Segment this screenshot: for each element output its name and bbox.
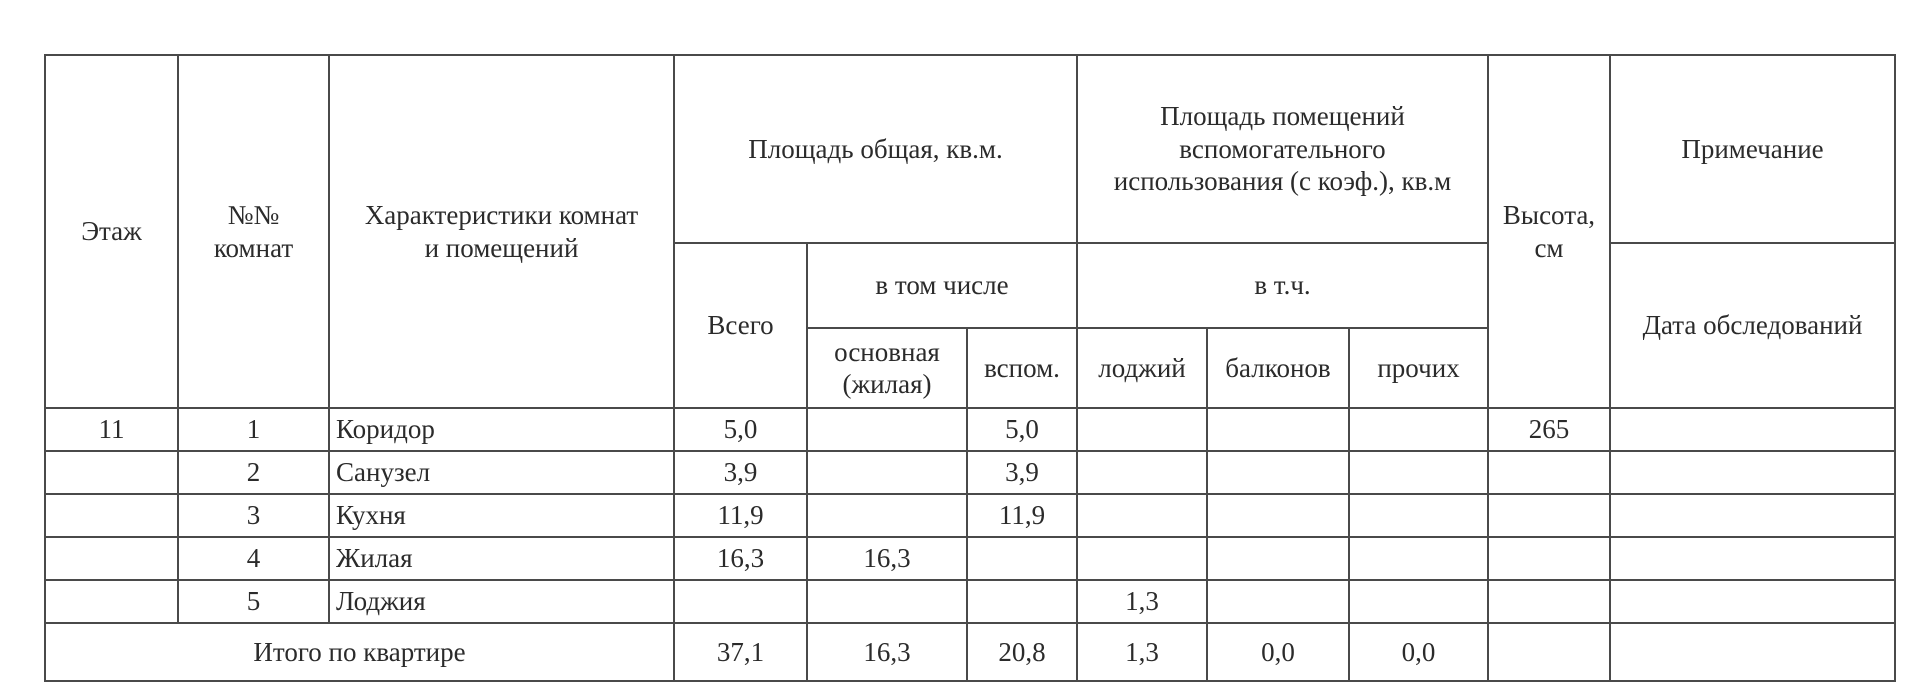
aux-area-line-2: вспомогательного [1179, 133, 1386, 164]
col-floor-header: Этаж [45, 55, 178, 408]
cell-total: 16,3 [674, 537, 807, 580]
totals-height [1488, 623, 1610, 681]
cell-note [1610, 580, 1895, 623]
aux-area-line-1: Площадь помещений [1160, 101, 1405, 132]
col-balconies-header: балконов [1207, 328, 1349, 408]
col-note-header: Примечание [1610, 55, 1895, 243]
cell-height [1488, 451, 1610, 494]
cell-height [1488, 494, 1610, 537]
cell-room-name: Кухня [329, 494, 674, 537]
cell-balcony [1207, 580, 1349, 623]
cell-balcony [1207, 537, 1349, 580]
room-no-word: комнат [213, 232, 294, 263]
col-all-header: Всего [674, 243, 807, 408]
cell-aux [967, 580, 1077, 623]
cell-room-no: 1 [178, 408, 329, 451]
table-row [45, 580, 1895, 623]
cell-height [1488, 537, 1610, 580]
cell-note [1610, 537, 1895, 580]
cell-main [807, 451, 967, 494]
col-other-header: прочих [1349, 328, 1488, 408]
cell-room-name: Лоджия [329, 580, 674, 623]
cell-note [1610, 494, 1895, 537]
totals-row [45, 623, 1895, 681]
cell-aux: 5,0 [967, 408, 1077, 451]
cell-balcony [1207, 451, 1349, 494]
height-line-2: см [1534, 232, 1564, 263]
cell-other [1349, 408, 1488, 451]
cell-other [1349, 494, 1488, 537]
table-row [45, 537, 1895, 580]
cell-height [1488, 580, 1610, 623]
cell-loggia [1077, 537, 1207, 580]
main-line-1: основная [834, 336, 940, 367]
col-height-header [1488, 55, 1610, 408]
room-no-symbol: №№ [227, 200, 280, 231]
col-main-header [807, 328, 967, 408]
col-total-area-header: Площадь общая, кв.м. [674, 55, 1077, 243]
cell-aux: 11,9 [967, 494, 1077, 537]
cell-room-no: 4 [178, 537, 329, 580]
including-header: в том числе [807, 243, 1077, 328]
cell-room-no: 3 [178, 494, 329, 537]
aux-area-line-3: использования (с коэф.), кв.м [1113, 166, 1452, 197]
cell-floor [45, 451, 178, 494]
height-line-1: Высота, [1502, 200, 1596, 231]
cell-main [807, 408, 967, 451]
cell-balcony [1207, 408, 1349, 451]
cell-room-name: Санузел [329, 451, 674, 494]
main-line-2: (жилая) [842, 369, 932, 399]
table-row [45, 408, 1895, 451]
totals-balcony: 0,0 [1207, 623, 1349, 681]
cell-note [1610, 451, 1895, 494]
cell-aux [967, 537, 1077, 580]
apartment-explication-table [44, 54, 1896, 682]
totals-main: 16,3 [807, 623, 967, 681]
table-row [45, 494, 1895, 537]
totals-total: 37,1 [674, 623, 807, 681]
col-characteristics-header [329, 55, 674, 408]
cell-balcony [1207, 494, 1349, 537]
cell-floor [45, 580, 178, 623]
totals-aux: 20,8 [967, 623, 1077, 681]
incl-short-header: в т.ч. [1077, 243, 1488, 328]
cell-note [1610, 408, 1895, 451]
cell-other [1349, 580, 1488, 623]
totals-loggia: 1,3 [1077, 623, 1207, 681]
col-loggias-header: лоджий [1077, 328, 1207, 408]
col-aux-area-header [1077, 55, 1488, 243]
characteristics-line-2: и помещений [424, 232, 579, 263]
totals-other: 0,0 [1349, 623, 1488, 681]
cell-room-name: Жилая [329, 537, 674, 580]
cell-total: 5,0 [674, 408, 807, 451]
cell-floor [45, 494, 178, 537]
cell-room-name: Коридор [329, 408, 674, 451]
cell-main [807, 494, 967, 537]
cell-loggia [1077, 494, 1207, 537]
cell-total: 3,9 [674, 451, 807, 494]
cell-other [1349, 537, 1488, 580]
cell-other [1349, 451, 1488, 494]
cell-height: 265 [1488, 408, 1610, 451]
totals-note [1610, 623, 1895, 681]
cell-loggia [1077, 451, 1207, 494]
cell-floor [45, 537, 178, 580]
cell-room-no: 5 [178, 580, 329, 623]
col-survey-date-header: Дата обследований [1610, 243, 1895, 408]
cell-room-no: 2 [178, 451, 329, 494]
totals-label: Итого по квартире [45, 623, 674, 681]
cell-main: 16,3 [807, 537, 967, 580]
cell-aux: 3,9 [967, 451, 1077, 494]
cell-total [674, 580, 807, 623]
cell-loggia [1077, 408, 1207, 451]
cell-main [807, 580, 967, 623]
table-row [45, 451, 1895, 494]
characteristics-line-1: Характеристики комнат [364, 200, 639, 231]
cell-loggia: 1,3 [1077, 580, 1207, 623]
cell-floor: 11 [45, 408, 178, 451]
cell-total: 11,9 [674, 494, 807, 537]
col-aux-header: вспом. [967, 328, 1077, 408]
col-room-no-header [178, 55, 329, 408]
